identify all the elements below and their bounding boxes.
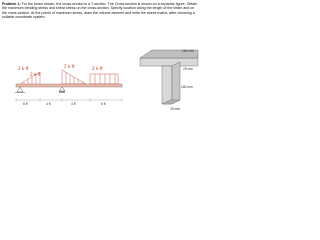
t-section-flange — [140, 58, 198, 66]
problem-title: Problem 1: — [2, 2, 21, 6]
load-label-1: 2 k-ft — [18, 66, 29, 71]
t-section-web-side — [172, 62, 180, 104]
span-label-4: 6 ft — [101, 102, 106, 106]
span-label-1: 6 ft — [23, 102, 28, 106]
span-label-3: 4 ft — [71, 102, 76, 106]
problem-text: For the beam shown, the cross-section is a T-section. The Cross-section is shown on a separate figure. Obtain the maximum bending stress and shear stress on the cross-section. Specify location along the length of the beam and on the cross-section. At the points of maximum stress, draw the volume element and write the stress matrix, after choosing a suitable coordinate system. — [2, 2, 198, 20]
load-label-2: 5 k-ft — [64, 64, 75, 69]
section-top-width-label: 160 mm — [182, 49, 194, 53]
cross-section-figure — [0, 0, 200, 117]
section-flange-thickness-label: 25 mm — [183, 67, 194, 71]
span-label-2: 4 ft — [46, 102, 51, 106]
load-label-right: 2 k-ft — [92, 66, 103, 71]
section-depth-label: 180 mm — [181, 85, 193, 89]
load-label-3: 2 k-ft — [30, 72, 41, 77]
t-section-web — [162, 66, 172, 104]
section-web-width-label: 25 mm — [170, 107, 181, 111]
